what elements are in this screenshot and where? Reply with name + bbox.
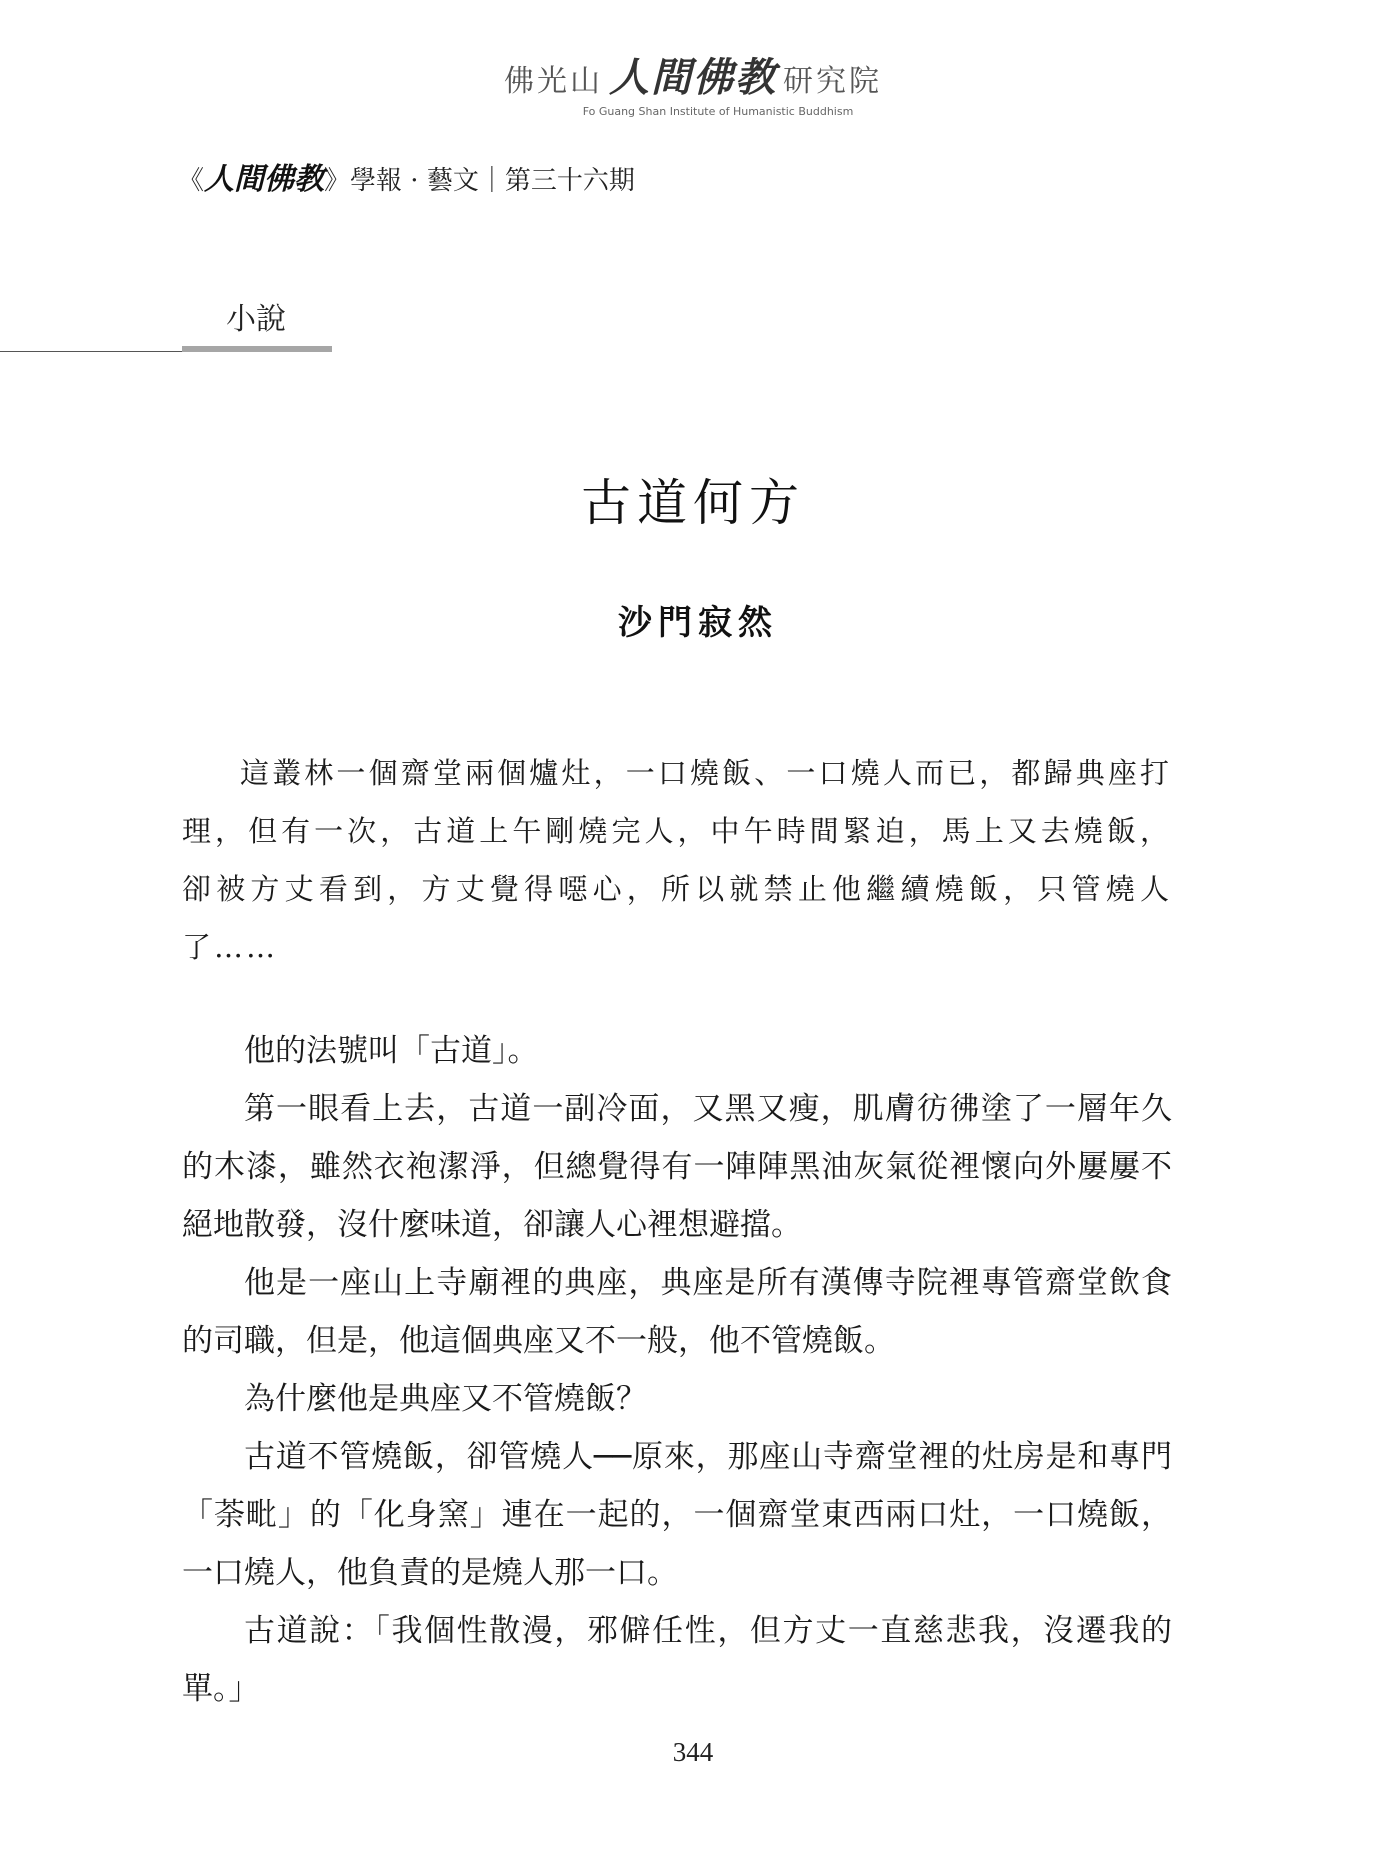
journal-name-logotype: 人間佛教 bbox=[204, 162, 325, 197]
body-paragraph: 古道不管燒飯，卻管燒人──原來，那座山寺齋堂裡的灶房是和專門「荼毗」的「化身窯」連在一起的，一個齋堂東西兩口灶，一口燒飯，一口燒人，他負責的是燒人那一口。 bbox=[182, 1439, 1172, 1591]
article-abstract bbox=[182, 744, 1172, 976]
article-author: 沙門寂然 bbox=[618, 603, 778, 643]
page-number: 344 bbox=[672, 1737, 714, 1767]
institute-name-prefix: 佛光山 bbox=[504, 64, 603, 99]
article-title: 古道何方 bbox=[581, 474, 805, 532]
journal-issue-info: 學報 · 藝文｜第三十六期 bbox=[350, 166, 635, 196]
institute-masthead bbox=[0, 54, 1386, 120]
body-paragraph: 他是一座山上寺廟裡的典座，典座是所有漢傳寺院裡專管齋堂飲食的司職，但是，他這個典座又不一般，他不管燒飯。 bbox=[182, 1265, 1172, 1359]
section-label: 小說 bbox=[226, 302, 286, 337]
body-paragraph: 第一眼看上去，古道一副冷面，又黑又瘦，肌膚彷彿塗了一層年久的木漆，雖然衣袍潔淨，但總覺得有一陣陣黑油灰氣從裡懷向外屢屢不絕地散發，沒什麼味道，卻讓人心裡想避擋。 bbox=[182, 1091, 1172, 1243]
article-body bbox=[182, 1022, 1172, 1718]
institute-name bbox=[0, 54, 1386, 102]
institute-name-suffix: 研究院 bbox=[783, 64, 882, 99]
journal-running-head bbox=[178, 162, 635, 199]
section-rule-thick bbox=[182, 346, 332, 352]
body-paragraph: 為什麼他是典座又不管燒飯？ bbox=[244, 1381, 647, 1417]
journal-close-bracket: 》 bbox=[324, 166, 351, 196]
institute-brand-logotype: 人間佛教 bbox=[609, 54, 777, 101]
institute-english-name: Fo Guang Shan Institute of Humanistic Buddhism bbox=[582, 105, 854, 118]
body-paragraph: 他的法號叫「古道」。 bbox=[244, 1033, 539, 1069]
abstract-paragraph: 這叢林一個齋堂兩個爐灶，一口燒飯、一口燒人而已，都歸典座打理，但有一次，古道上午剛燒完人，中午時間緊迫，馬上又去燒飯，卻被方丈看到，方丈覺得噁心，所以就禁止他繼續燒飯，只管燒人了…… bbox=[182, 756, 1172, 964]
body-paragraph: 古道說：「我個性散漫，邪僻任性，但方丈一直慈悲我，沒遷我的單。」 bbox=[182, 1613, 1172, 1707]
journal-open-bracket: 《 bbox=[178, 166, 205, 196]
